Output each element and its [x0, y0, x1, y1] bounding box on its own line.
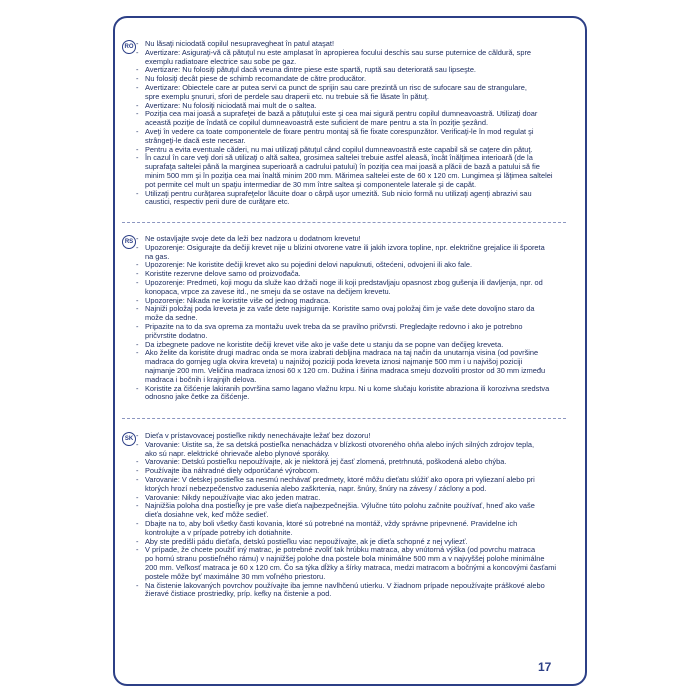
instruction-line: - Pripazite na to da sva oprema za montažu uvek treba da se pravilno pričvrsti. Pregledajte redovno i ako je potrebno	[135, 323, 566, 332]
instruction-line-continuation: pot permite cel mult un spaţiu intermediar de 30 mm între saltea şi componentele laterale şi de capăt.	[145, 179, 477, 189]
instruction-line: - Dbajte na to, aby boli všetky časti kovania, ktoré sú potrebné na montáž, vždy správne pripevnené. Pravidelne ich	[135, 520, 566, 529]
instruction-line: - Upozorenje: Predmeti, koji mogu da služe kao držači noge ili koji predstavljaju opasnost zbog gušenja ili davljenja, npr. od	[135, 279, 566, 288]
instruction-line-continuation: ktorých hrozí nebezpečenstvo zadusenia alebo zaškrtenia, napr. šnúry, šnúry na závesy / záclony a pod.	[145, 483, 487, 493]
instruction-list-rs	[135, 235, 566, 402]
instruction-line-continuation: postele môže byť maximálne 30 mm voľného priestoru.	[145, 571, 326, 581]
section-divider	[122, 222, 566, 223]
language-badge-ro: RO	[122, 40, 136, 54]
instruction-line: - Nu folosiţi decât piese de schimb recomandate de către producător.	[135, 75, 566, 84]
instruction-line-continuation: kontrolujte a v prípade potreby ich dotiahnite.	[145, 527, 293, 537]
instruction-line: - Varovanie: V detskej postieľke sa nesmú nechávať predmety, ktoré môžu dieťatu slúžiť ako opora pri vyliezaní alebo pri	[135, 476, 566, 485]
instruction-line: - În cazul în care veţi dori să utilizaţi o altă saltea, grosimea saltelei trebuie astfel aleasă, încât înălţimea interioară (de la	[135, 154, 566, 163]
instruction-line-continuation: strângeţi-le dacă este necesar.	[145, 135, 246, 145]
instruction-line: - Najniži položaj poda kreveta je za vaše dete najsigurnije. Koristite samo ovaj položaj čim je vaše dete dovoljno staro da	[135, 305, 566, 314]
instruction-line: - V prípade, že chcete použiť iný matrac, je potrebné zvoliť tak hrúbku matraca, aby vnútorná výška (od povrchu matraca	[135, 546, 566, 555]
instruction-line: - Pentru a evita eventuale căderi, nu mai utilizaţi pătuţul când copilul dumneavoastră este capabil să se caţere din pătuţ.	[135, 146, 566, 155]
instruction-line: - Avertizare: Nu folosiţi pătuţul dacă vreuna dintre piese este spartă, ruptă sau deteriorată sau lipseşte.	[135, 66, 566, 75]
instruction-line-continuation: madraca do gornjeg ugla okvira kreveta) u najnižoj poziciji poda kreveta iznosi najmanje 500 mm i u najvišoj poziciji	[145, 357, 523, 367]
instruction-line: - Používajte iba náhradné diely odporúčané výrobcom.	[135, 467, 566, 476]
instruction-line-continuation: ako sú napr. elektrické ohrievače alebo plynové sporáky.	[145, 448, 330, 458]
instruction-line: - Najnižšia poloha dna postieľky je pre vaše dieťa najbezpečnejšia. Výlučne túto polohu začnite používať, hneď ako vaše	[135, 502, 566, 511]
instruction-line: - Dieťa v prístavovacej postieľke nikdy nenechávajte ležať bez dozoru!	[135, 432, 566, 441]
instruction-line-continuation: această poziţie de îndată ce copilul dumneavoastră este suficient de mare pentru a sta în poziţie şezând.	[145, 118, 489, 128]
instruction-line-continuation: minim 500 mm şi în poziţia cea mai înaltă minim 200 mm. Mărimea saltelei este de 60 x 120 cm. Lungimea şi lăţimea saltelei	[145, 170, 553, 180]
instruction-line-continuation: žieravé čistiace prostriedky, príp. kefky na čistenie a pod.	[145, 589, 332, 599]
instruction-line: - Da izbegnete padove ne koristite dečiji krevet više ako je vaše dete u stanju da se popne van dečijeg kreveta.	[135, 341, 566, 350]
instruction-line: - Avertizare: Obiectele care ar putea servi ca punct de sprijin sau care prezintă un risc de sufocare sau de strangulare,	[135, 84, 566, 93]
instruction-line: - Avertizare: Nu folosiţi niciodată mai mult de o saltea.	[135, 102, 566, 111]
instruction-line-continuation: spre exemplu şnururi, sfori de perdele sau draperii etc. nu trebuie să fie lăsate în pătuţ.	[145, 91, 429, 101]
instruction-line-continuation: exemplu radiatoare electrice sau sobe pe gaz.	[145, 56, 297, 66]
instruction-line: - Varovanie: Detskú postieľku nepoužívajte, ak je niektorá jej časť zlomená, pretrhnutá, poškodená alebo chýba.	[135, 458, 566, 467]
instruction-line-continuation: odnosno jake četke za čišćenje.	[145, 392, 250, 402]
instruction-line-continuation: caustici, respectiv perii dure de curăţare etc.	[145, 197, 290, 207]
instruction-line: - Ako želite da koristite drugi madrac onda se mora izabrati debljina madraca na taj način da unutarnja visina (od površine	[135, 349, 566, 358]
instruction-line-continuation: konopaca, vrpce za zavese itd., ne smeju da se ostave na dečijem krevetu.	[145, 286, 391, 296]
instruction-line: - Avertizare: Asiguraţi-vă că pătuţul nu este amplasat în apropierea focului deschis sau surse puternice de căldură, spre	[135, 49, 566, 58]
page-number: 17	[538, 660, 552, 674]
instruction-line-continuation: pričvrstite dodatno.	[145, 330, 208, 340]
instruction-line-continuation: madraca i bočnih i krajnjih delova.	[145, 374, 257, 384]
instruction-line: - Varovanie: Uistite sa, že sa detská postieľka nenachádza v blízkosti otvoreného ohňa alebo iných silných zdrojov tepla,	[135, 441, 566, 450]
instruction-list-ro	[135, 40, 566, 207]
instruction-line: - Na čistenie lakovaných povrchov používajte iba jemne navlhčenú utierku. V žiadnom prípade nepoužívajte práškové alebo	[135, 582, 566, 591]
instruction-line: - Koristite rezervne delove samo od proizvođača.	[135, 270, 566, 279]
instruction-line-continuation: suprafaţa saltelei până la marginea superioară a cadrului patului) în poziţia cea mai joasă a plăcii de bază a patului să fie	[145, 162, 540, 172]
instruction-line: - Varovanie: Nikdy nepoužívajte viac ako jeden matrac.	[135, 494, 566, 503]
instruction-list-sk	[135, 432, 566, 599]
instruction-line-continuation: dieťa dosiahne vek, keď môže sedieť.	[145, 510, 269, 520]
language-badge-sk: SK	[122, 432, 136, 446]
instruction-line: - Utilizaţi pentru curăţarea suprafeţelor lăcuite doar o cârpă uşor umezită. Sub nicio formă nu utilizaţi agenţi abrazivi sau	[135, 190, 566, 199]
section-divider	[122, 418, 566, 419]
instruction-line: - Ne ostavljajte svoje dete da leži bez nadzora u dodatnom krevetu!	[135, 235, 566, 244]
instruction-line: - Upozorenje: Osigurajte da dečiji krevet nije u blizini otvorene vatre ili jakih izvora topline, npr. električne grejalice ili šporeta	[135, 244, 566, 253]
instruction-line-continuation: najmanje 200 mm. Veličina madraca iznosi 60 x 120 cm. Dužina i širina madraca smeju dozvoliti prostor od 30 mm između	[145, 365, 546, 375]
instruction-line: - Poziţia cea mai joasă a suprafeţei de bază a pătuţului este şi cea mai sigură pentru copilul dumneavoastră. Utilizaţi doar	[135, 110, 566, 119]
instruction-line: - Aveţi în vedere ca toate componentele de fixare pentru montaj să fie fixate corespunzător. Verificaţi-le în mod regulat şi	[135, 128, 566, 137]
instruction-line: - Koristite za čišćenje lakiranih površina samo lagano vlažnu krpu. Ni u kome slučaju koristite abraziona ili korozivna sredstva	[135, 385, 566, 394]
instruction-line-continuation: na gas.	[145, 251, 170, 261]
language-badge-rs: RS	[122, 235, 136, 249]
instruction-line: - Aby ste predišli pádu dieťaťa, detskú postieľku viac nepoužívajte, ak je dieťa schopné z nej vyliezť.	[135, 538, 566, 547]
instruction-line-continuation: po hornú stranu postieľného rámu) v najnižšej polohe dna postele bola minimálne 500 mm a v najvyššej polohe minimálne	[145, 554, 545, 564]
instruction-line: - Upozorenje: Nikada ne koristite više od jednog madraca.	[135, 297, 566, 306]
instruction-line: - Upozorenje: Ne koristite dečiji krevet ako su pojedini delovi napuknuti, oštećeni, odvojeni ili ako fale.	[135, 261, 566, 270]
instruction-line: - Nu lăsaţi niciodată copilul nesupravegheat în patul ataşat!	[135, 40, 566, 49]
instruction-line-continuation: 200 mm. Veľkosť matraca je 60 x 120 cm. Čo sa týka dĺžky a šírky matraca, medzi matracom a bočnými a koncovými časťami	[145, 562, 557, 572]
instruction-line-continuation: može da sedne.	[145, 313, 198, 323]
